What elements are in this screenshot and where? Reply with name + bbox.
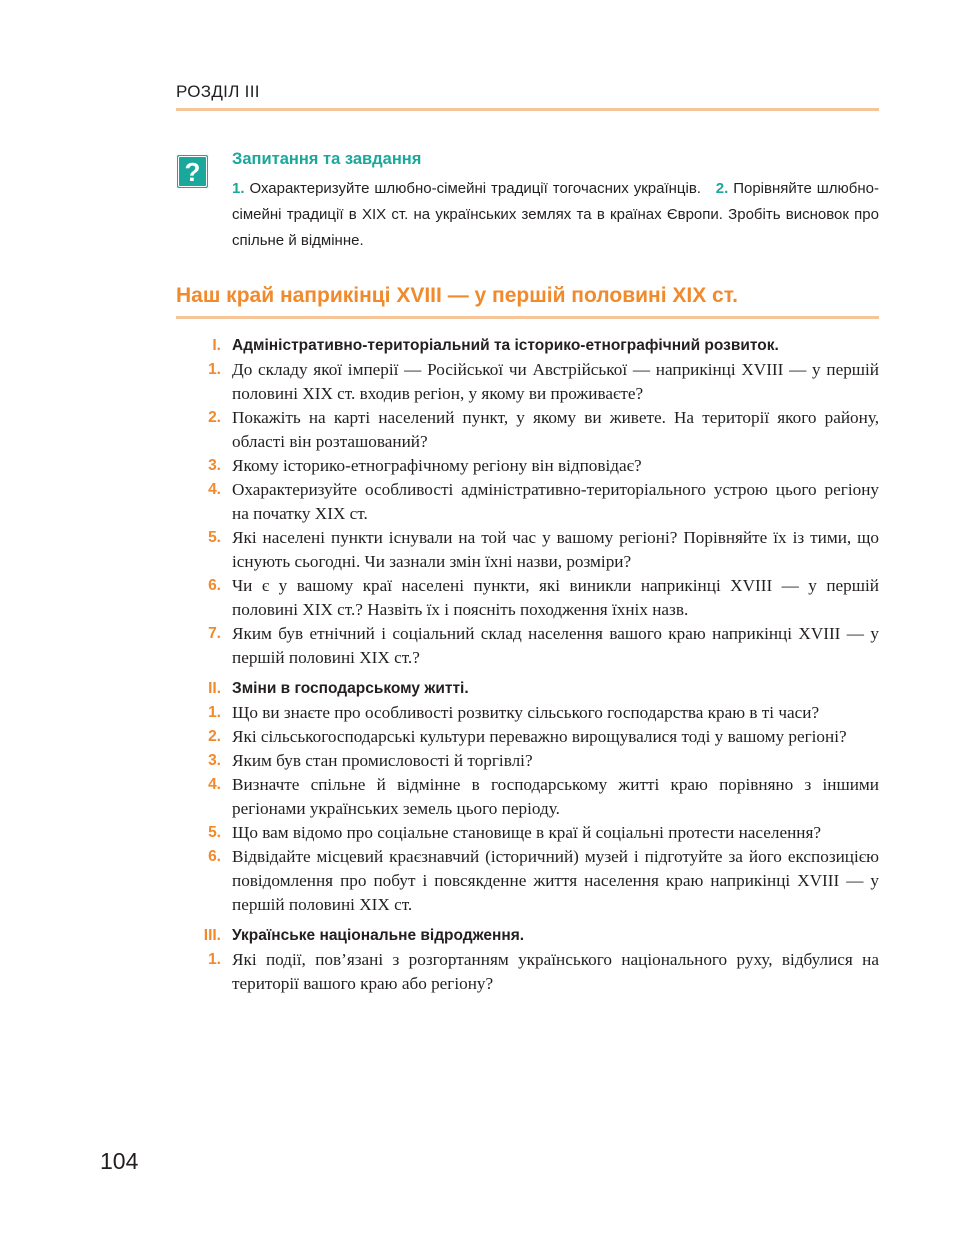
section-number: I. xyxy=(212,337,221,354)
question-text: Порівняйте шлюбно-сімейні традиції в XIX ст. на українських землях та в країнах Європи. Зробіть висновок про спільне й відмінне. xyxy=(232,180,879,249)
section-heading xyxy=(176,924,879,948)
item-number: 3. xyxy=(208,752,221,769)
header-divider xyxy=(176,108,879,111)
item-text: Відвідайте місцевий краєзнавчий (історичний) музей і підготуйте за його експозицією повідомлення про побут і повсякденне життя населення краю наприкінці XVIII — у першій половині XIX ст. xyxy=(232,847,879,914)
section-heading xyxy=(176,677,879,701)
list-item xyxy=(176,725,879,749)
page-number: 104 xyxy=(100,1148,139,1174)
item-text: Що ви знаєте про особливості розвитку сільського господарства краю в ті часи? xyxy=(232,703,820,722)
section-label: РОЗДІЛ III xyxy=(176,82,260,101)
item-number: 2. xyxy=(208,728,221,745)
item-text: Яким був етнічний і соціальний склад населення вашого краю наприкінці XVIII — у першій половині XIX ст.? xyxy=(232,624,879,667)
item-text: Які сільськогосподарські культури переважно вирощувалися тоді у вашому регіоні? xyxy=(232,727,847,746)
section-number: II. xyxy=(208,680,221,697)
section-title: Зміни в господарському житті. xyxy=(232,680,469,697)
list-item xyxy=(176,622,879,670)
list-item xyxy=(176,773,879,821)
list-item xyxy=(176,948,879,996)
question-text: Охарактеризуйте шлюбно-сімейні традиції тогочасних українців. xyxy=(249,180,701,197)
item-text: Яким був стан промисловості й торгівлі? xyxy=(232,751,533,770)
item-text: Якому історико-етнографічному регіону він відповідає? xyxy=(232,456,642,475)
list-item xyxy=(176,749,879,773)
list-item xyxy=(176,701,879,725)
section-number: III. xyxy=(203,927,221,944)
item-text: Покажіть на карті населений пункт, у якому ви живете. На території якого району, області він розташований? xyxy=(232,408,879,451)
list-item xyxy=(176,845,879,917)
question-mark-icon xyxy=(176,154,209,189)
task-list xyxy=(176,334,879,996)
section-title: Українське національне відродження. xyxy=(232,927,525,944)
item-number: 7. xyxy=(208,625,221,642)
item-number: 3. xyxy=(208,457,221,474)
item-text: Чи є у вашому краї населені пункти, які виникли наприкінці XVIII — у першій половині XIX ст.? Назвіть їх і поясніть походження їхніх назв. xyxy=(232,576,879,619)
item-number: 1. xyxy=(208,361,221,378)
item-number: 4. xyxy=(208,776,221,793)
list-item xyxy=(176,526,879,574)
item-text: Що вам відомо про соціальне становище в краї й соціальні протести населення? xyxy=(232,823,822,842)
questions-title: Запитання та завдання xyxy=(232,150,422,168)
list-item xyxy=(176,358,879,406)
section-title: Адміністративно-територіальний та історико-етнографічний розвиток. xyxy=(232,337,779,354)
item-number: 6. xyxy=(208,848,221,865)
item-number: 1. xyxy=(208,951,221,968)
question-number: 2. xyxy=(715,180,729,197)
list-item xyxy=(176,821,879,845)
page-heading: Наш край наприкінці XVIII — у першій половині XIX ст. xyxy=(176,284,738,307)
item-number: 5. xyxy=(208,529,221,546)
questions-text xyxy=(232,176,879,254)
item-text: До складу якої імперії — Російської чи Австрійської — наприкінці XVIII — у першій половині XIX ст. входив регіон, у якому ви проживаєте? xyxy=(232,360,879,403)
item-number: 1. xyxy=(208,704,221,721)
item-text: Які населені пункти існували на той час у вашому регіоні? Порівняйте їх із тими, що існують сьогодні. Чи зазнали змін їхні назви, розміри? xyxy=(232,528,879,571)
list-item xyxy=(176,574,879,622)
section-heading xyxy=(176,334,879,358)
item-number: 6. xyxy=(208,577,221,594)
item-text: Які події, пов’язані з розгортанням українського національного руху, відбулися на території вашого краю або регіону? xyxy=(232,950,879,993)
item-text: Охарактеризуйте особливості адміністративно-територіального устрою цього регіону на початку XIX ст. xyxy=(232,480,879,523)
item-number: 4. xyxy=(208,481,221,498)
list-item xyxy=(176,406,879,454)
list-item xyxy=(176,478,879,526)
item-text: Визначте спільне й відмінне в господарському житті краю порівняно з іншими регіонами українських земель цього періоду. xyxy=(232,775,879,818)
list-item xyxy=(176,454,879,478)
question-mark-glyph: ? xyxy=(184,157,201,187)
question-number: 1. xyxy=(232,180,245,197)
heading-divider xyxy=(176,316,879,319)
item-number: 2. xyxy=(208,409,221,426)
item-number: 5. xyxy=(208,824,221,841)
